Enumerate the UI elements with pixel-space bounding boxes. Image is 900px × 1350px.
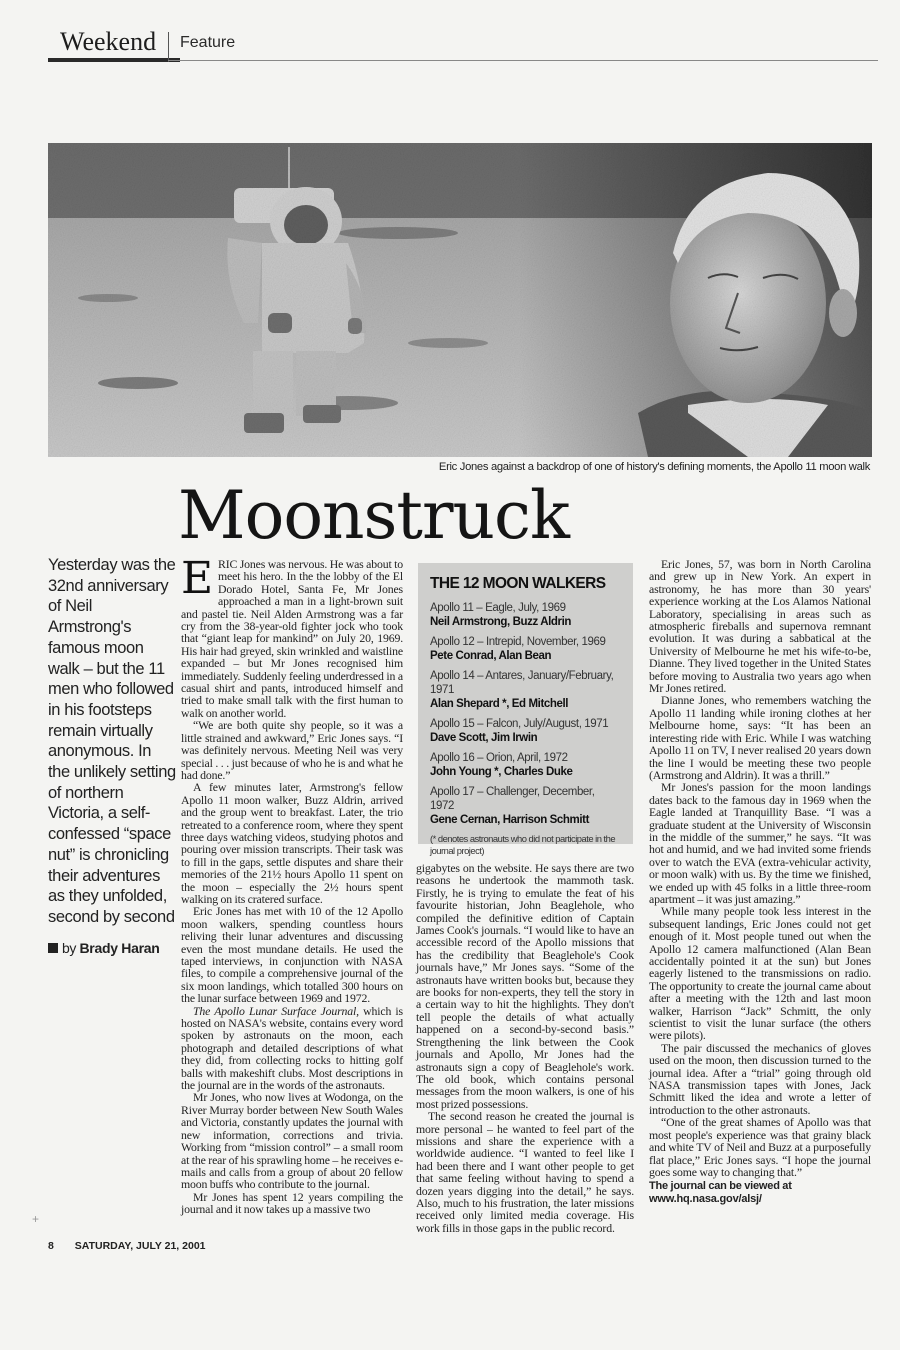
mission-crew: John Young *, Charles Duke [430, 766, 573, 778]
mission-name: Apollo 14 – Antares, January/February, 1971 [430, 670, 614, 696]
mission-entry [430, 717, 621, 745]
masthead [48, 26, 878, 62]
photo-caption: Eric Jones against a backdrop of one of history's defining moments, the Apollo 11 moon walk [438, 461, 870, 473]
mission-crew: Alan Shepard *, Ed Mitchell [430, 698, 569, 710]
issue-date: SATURDAY, JULY 21, 2001 [74, 1240, 206, 1252]
article-paragraph: While many people took less interest in the subsequent landings, Eric Jones could not get enough of it. Most people tuned out when the Apollo 12 camera malfunctioned (Alan Bean accidentally pointed it at the sun) but Jones eagerly listened to the transmissions on radio. The opportunity to create the journal came about after a meeting with the 12th and last moon walker, Harrison “Jack” Schmitt, the only scientist to visit the lunar surface (the others were pilots). [649, 904, 871, 1043]
article-paragraph: Mr Jones has spent 12 years compiling the journal and it now takes up a massive two [181, 1189, 403, 1217]
article-paragraph: A few minutes later, Armstrong's fellow Apollo 11 moon walker, Buzz Aldrin, arrived and the group went to breakfast. Later, the trio retreated to a conference room, where they spent three days watching videos, studying photos and pouring over mission transcripts. Their task was to fill in the gaps, settle disputes and share their memories of the 21½ hours Apollo 11 spent on the moon – especially the 2½ hours spent walking on its cratered surface. [181, 780, 403, 906]
section-title: Weekend [48, 26, 180, 62]
masthead-rule [168, 60, 878, 61]
mission-name: Apollo 17 – Challenger, December, 1972 [430, 786, 595, 812]
article-paragraph [181, 1005, 403, 1092]
feature-photo [48, 143, 872, 457]
mission-name: Apollo 15 – Falcon, July/August, 1971 [430, 718, 609, 730]
article-paragraph: “We are both quite shy people, so it was a little strained and awkward,” Eric Jones says. “I was definitely nervous. Meeting Neil was very special . . . just because of who he is and what he had done.” [181, 718, 403, 782]
mission-name: Apollo 11 – Eagle, July, 1969 [430, 602, 566, 614]
mission-crew: Pete Conrad, Alan Bean [430, 650, 552, 662]
paragraph-text: which is hosted on NASA's website, contains every word spoken by astronauts on the moon, each photograph and detailed descriptions of what they did, from collecting rocks to hitting golf balls with makeshift clubs. Most descriptions in the journal are in the words of the astronauts. [181, 1003, 403, 1093]
headline: Moonstruck [178, 477, 569, 554]
article-column-3 [649, 558, 871, 1205]
page-footer [48, 1240, 206, 1252]
article-paragraph: Dianne Jones, who remembers watching the Apollo 11 landing while ironing clothes at her Melbourne home, says: “It has been an interesting ride with Eric. While I was watching Apollo 11 on TV, I never realised 20 years down the line I would be meeting these two people (Armstrong and Aldrin). It was a thrill.” [649, 693, 871, 782]
mission-entry [430, 751, 621, 779]
page-number: 8 [48, 1240, 54, 1252]
registration-mark-icon: + [32, 1212, 40, 1226]
mission-entry [430, 601, 621, 629]
byline-prefix: by [62, 939, 76, 956]
mission-crew: Gene Cernan, Harrison Schmitt [430, 814, 590, 826]
article-paragraph: gigabytes on the website. He says there are two reasons he undertook the mammoth task. Firstly, he is trying to emulate the feat of his favourite historian, John Beaglehole, who compiled the definitive edition of Captain James Cook's journals. “I would like to have an accessible record of the Apollo missions that has the credibility that Beaglehole's Cook journals have,” Mr Jones says. “Some of the astronauts have written books but, because they are books for non-experts, they tell the story in a certain way to hit the highlights. They don't tell people the details of what actually happened on a second-by-second basis.” Strengthening the link between the Cook journals and Apollo, Mr Jones had the astronauts sign a copy of Beaglehole's work. The old book, which contains personal messages from the moon walkers, is one of his most prized possessions. [416, 861, 634, 1111]
sidebar-title: THE 12 MOON WALKERS [430, 575, 606, 592]
moonwalk-portrait-image [48, 143, 872, 457]
paragraph-text: RIC Jones was nervous. He was about to meet his hero. In the the lobby of the El Dorado Hotel, Santa Fe, Mr Jones approached a man in a light-brown suit and pastel tie. Neil Alden Armstrong was a far cry from the 38-year-old fighter jock who took that “giant leap for mankind” on July 20, 1969. His hair had greyed, skin wrinkled and waistline expanded – but Mr Jones recognised him immediately. Suddenly feeling underdressed in a casual shirt and pants, introduced himself and tried to make small talk with the first human to walk on another world. [181, 557, 403, 720]
moon-walkers-sidebar [418, 563, 633, 856]
section-subtitle: Feature [180, 34, 236, 51]
mission-entry [430, 785, 621, 827]
masthead-divider [168, 32, 169, 62]
mission-crew: Neil Armstrong, Buzz Aldrin [430, 616, 572, 628]
mission-entry [430, 669, 621, 711]
article-paragraph: “One of the great shames of Apollo was that most people's experience was that grainy black and white TV of Neil and Buzz at a purposefully flat place,” Eric Jones says. “I hope the journal goes some way to changing that.” [649, 1115, 871, 1179]
mission-name: Apollo 12 – Intrepid, November, 1969 [430, 636, 606, 648]
mission-crew: Dave Scott, Jim Irwin [430, 732, 538, 744]
article-column-1 [181, 553, 403, 1217]
byline-author: Brady Haran [79, 939, 160, 956]
article-paragraph: Eric Jones has met with 10 of the 12 Apollo moon walkers, spending countless hours reliving their lunar adventures and discussing even the most mundane details. He used the taped interviews, in conjunction with NASA files, to compile a comprehensive journal of the six moon landings, which totalled 300 hours on the lunar surface between 1969 and 1972. [181, 904, 403, 1006]
journal-url-note[interactable]: The journal can be viewed at www.hq.nasa.gov/alsj/ [649, 1180, 792, 1205]
article-column-2 [416, 862, 634, 1234]
article-paragraph: The pair discussed the mechanics of gloves used on the moon, then discussion turned to the journal idea. After a “trial” going through old NASA transmission tapes with Jones, Jack Schmitt liked the idea and wrote a letter of introduction to the other astronauts. [649, 1040, 871, 1117]
bullet-square-icon [48, 943, 58, 953]
mission-entry [430, 635, 621, 663]
article-paragraph [181, 553, 403, 720]
article-paragraph: The second reason he created the journal is more personal – he wanted to feel part of the missions and share the experience with a worldwide audience. “I wanted to feel like I had been there and I want other people to get that same feeling without having to spend a dozen years digging into the detail,” he says. Also, much to his frustration, the later missions received only limited media coverage. His work fills in those gaps in the public record. [416, 1109, 634, 1235]
journal-title: The Apollo Lunar Surface Journal, [193, 1003, 359, 1018]
article-paragraph: Mr Jones, who now lives at Wodonga, on the River Murray border between New South Wales and Victoria, constantly updates the journal with new information, corrections and trivia. Working from “mission control” – a small room at the rear of his sprawling home – he receives e-mails and calls from a group of about 20 fellow moon buffs who contribute to the journal. [181, 1090, 403, 1192]
drop-cap: E [181, 553, 213, 604]
article-paragraph: Mr Jones's passion for the moon landings dates back to the famous day in 1969 when the Eagle landed at Tranquillity Base. “I was a graduate student at the University of Wisconsin in the middle of the summer,” he says. “It was hot and humid, and we had invited some friends over to watch the EVA (extra-vehicular activity, or moon walk) with us. By the time we finished, we ended up with 45 folks in a little three-room apartment – it was just amazing.” [649, 780, 871, 906]
standfirst-text: Yesterday was the 32nd anniversary of Neil Armstrong's famous moon walk – but the 11 men who followed in his footsteps remain virtually anonymous. In the unlikely setting of northern Victoria, a self-confessed “space nut” is chronicling their adventures as they unfolded, second by second [48, 556, 176, 926]
sidebar-footnote: (* denotes astronauts who did not participate in the journal project) [430, 833, 616, 856]
standfirst [48, 555, 176, 958]
byline [48, 938, 176, 959]
mission-name: Apollo 16 – Orion, April, 1972 [430, 752, 568, 764]
article-paragraph: Eric Jones, 57, was born in North Carolina and grew up in New York. An expert in astronomy, he has more than 30 years' experience working at the Los Alamos National Laboratory, specialising in areas such as atmospheric fireballs and supernova remnant evolution. It was during a sabbatical at the University of Melbourne he met his wife-to-be, Dianne. They lived together in the United States before moving to Australia two years ago when Mr Jones retired. [649, 557, 871, 696]
